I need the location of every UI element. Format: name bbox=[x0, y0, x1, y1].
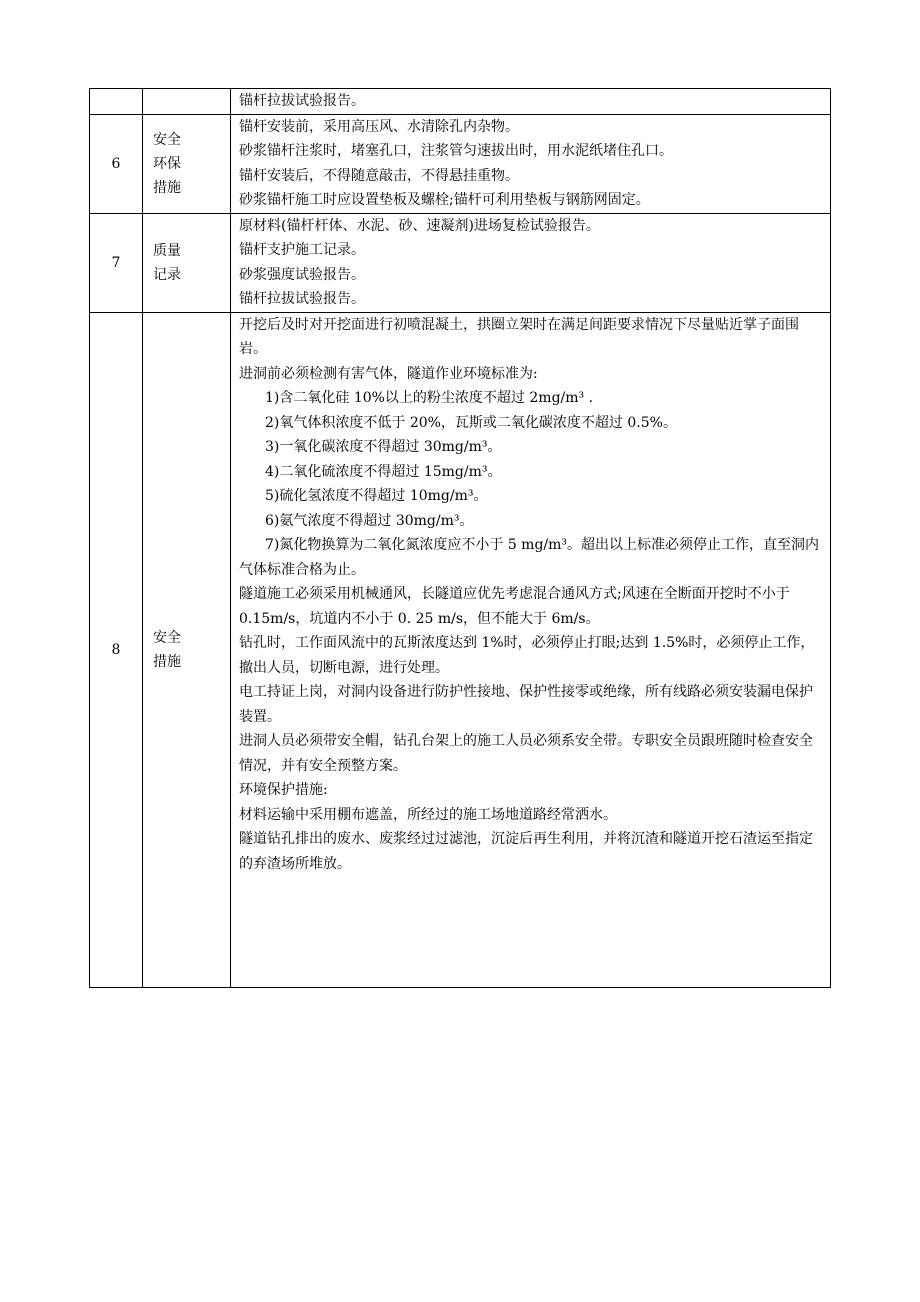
content-line: 材料运输中采用棚布遮盖，所经过的施工场地道路经常洒水。 bbox=[239, 806, 617, 823]
content-line: 原材料(锚杆杆体、水泥、砂、速凝剂)进场复检试验报告。 bbox=[239, 217, 600, 234]
table-row bbox=[90, 213, 831, 312]
content-cell bbox=[231, 213, 831, 312]
row-number-cell: 7 bbox=[90, 213, 143, 312]
content-line: 砂浆锚杆施工时应设置垫板及螺栓;锚杆可利用垫板与钢筋网固定。 bbox=[239, 192, 650, 208]
table-row bbox=[90, 312, 831, 987]
gas-standard-item: 6)氨气浓度不得超过 30mg/m³。 bbox=[265, 512, 474, 529]
content-line: 进洞人员必须带安全帽，钻孔台架上的施工人员必须系安全带。专职安全员跟班随时检查安全情况，并有安全预整方案。 bbox=[239, 733, 813, 774]
content-line: 电工持证上岗，对洞内设备进行防护性接地、保护性接零或绝缘，所有线路必须安装漏电保护装置。 bbox=[239, 684, 813, 725]
content-line: 砂浆锚杆注浆时，堵塞孔口，注浆管匀速拔出时，用水泥纸堵住孔口。 bbox=[239, 143, 673, 159]
table-row bbox=[90, 114, 831, 213]
row-number-cell bbox=[90, 89, 143, 115]
content-line: 钻孔时，工作面风流中的瓦斯浓度达到 1%时，必须停止打眼;达到 1.5%时，必须停止工作，撤出人员，切断电源，进行处理。 bbox=[239, 635, 815, 676]
gas-standard-item: 7)氮化物换算为二氧化氮浓度应不小于 5 mg/m³。超出以上标准必须停止工作，直至洞内气体标准合格为止。 bbox=[239, 537, 820, 578]
content-line: 锚杆支护施工记录。 bbox=[239, 242, 365, 258]
content-line: 隧道施工必须采用机械通风，长隧道应优先考虑混合通风方式;风速在全断面开挖时不小于 0.15m/s，坑道内不小于 0. 25 m/s，但不能大于 6m/s。 bbox=[239, 586, 790, 627]
gas-standard-item: 3)一氧化碳浓度不得超过 30mg/m³。 bbox=[265, 439, 502, 455]
table-row bbox=[90, 89, 831, 115]
content-line: 锚杆安装前，采用高压风、水清除孔内杂物。 bbox=[239, 118, 519, 135]
content-line: 锚杆安装后，不得随意敲击，不得悬挂重物。 bbox=[239, 167, 519, 184]
content-line: 环境保护措施: bbox=[239, 782, 328, 798]
category-cell bbox=[143, 89, 231, 115]
category-cell: 安全环保措施 bbox=[143, 114, 231, 213]
content-line: 进洞前必须检测有害气体，隧道作业环境标准为: bbox=[239, 365, 538, 382]
content-cell bbox=[231, 312, 831, 987]
gas-standard-item: 2)氧气体积浓度不低于 20%，瓦斯或二氧化碳浓度不超过 0.5%。 bbox=[265, 414, 677, 431]
content-line: 锚杆拉拔试验报告。 bbox=[239, 93, 365, 109]
gas-standard-item: 5)硫化氢浓度不得超过 10mg/m³。 bbox=[265, 488, 488, 504]
row-number-cell: 6 bbox=[90, 114, 143, 213]
content-cell bbox=[231, 89, 831, 115]
content-line: 隧道钻孔排出的废水、废浆经过过滤池，沉淀后再生利用，并将沉渣和隧道开挖石渣运至指定的弃渣场所堆放。 bbox=[239, 831, 813, 872]
content-line: 开挖后及时对开挖面进行初喷混凝土，拱圈立架时在满足间距要求情况下尽量贴近掌子面围岩。 bbox=[239, 316, 799, 357]
content-cell bbox=[231, 114, 831, 213]
row-number-cell: 8 bbox=[90, 312, 143, 987]
category-cell: 安全措施 bbox=[143, 312, 231, 987]
gas-standard-item: 1)含二氧化硅 10%以上的粉尘浓度不超过 2mg/m³ . bbox=[265, 390, 594, 406]
construction-spec-table bbox=[89, 88, 831, 988]
gas-standard-item: 4)二氧化硫浓度不得超过 15mg/m³。 bbox=[265, 463, 502, 480]
category-cell: 质量记录 bbox=[143, 213, 231, 312]
content-line: 锚杆拉拔试验报告。 bbox=[239, 291, 365, 307]
content-line: 砂浆强度试验报告。 bbox=[239, 266, 365, 283]
